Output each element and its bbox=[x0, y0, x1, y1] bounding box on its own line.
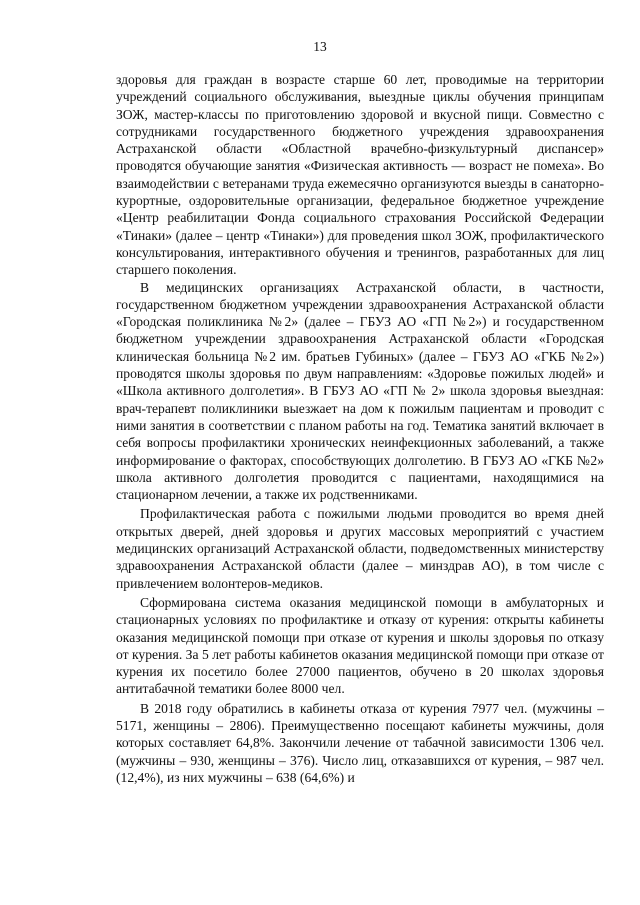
paragraph-zozh-activities: здоровья для граждан в возрасте старше 60 лет, проводимые на территории учреждений социального обслуживания, выездные циклы обучения принципам ЗОЖ, мастер-классы по приготовлению здоровой и вкусной пищи. Совместно с сотрудниками государственного бюджетного учреждения здравоохранения Астраханской области «Областной врачебно-физкультурный диспансер» проводятся обучающие занятия «Физическая активность — возраст не помеха». Во взаимодействии с ветеранами труда ежемесячно организуются выезды в санаторно-курортные, оздоровительные организации, федеральное бюджетное учреждение «Центр реабилитации Фонда социального страхования Российской Федерации «Тинаки» (далее – центр «Тинаки») для проведения школ ЗОЖ, профилактического консультирования, интерактивного обучения и тренингов, разработанных для лиц старшего поколения. bbox=[116, 72, 604, 278]
paragraph-health-schools: В медицинских организациях Астраханской области, в частности, государственном бюджетном учреждении здравоохранения Астраханской области «Городская поликлиника №2» (далее – ГБУЗ АО «ГП №2») и государственном бюджетном учреждении здравоохранения Астраханской области «Городская клиническая больница №2 им. братьев Губиных» (далее – ГБУЗ АО «ГКБ №2») проводятся школы здоровья по двум направлениям: «Здоровье пожилых людей» и «Школа активного долголетия». В ГБУЗ АО «ГП № 2» школа здоровья выездная: врач-терапевт поликлиники выезжает на дом к пожилым пациентам и проводит с ними занятия в соответствии с планом работы на год. Тематика занятий включает в себя вопросы профилактики хронических неинфекционных заболеваний, а также информирование о факторах, способствующих долголетию. В ГБУЗ АО «ГКБ №2» школа активного долголетия проводится с пациентами, находящимися на стационарном лечении, а также их родственниками. bbox=[116, 279, 604, 503]
paragraph-smoking-statistics-2018: В 2018 году обратились в кабинеты отказа от курения 7977 чел. (мужчины – 5171, женщины – 2806). Преимущественно посещают кабинеты мужчины, доля которых составляет 64,8%. Закончили лечение от табачной зависимости 1306 чел. (мужчины – 930, женщины – 376). Число лиц, отказавшихся от курения, – 987 чел. (12,4%), из них мужчины – 638 (64,6%) и bbox=[116, 700, 604, 785]
paragraph-preventive-work: Профилактическая работа с пожилыми людьми проводится во время дней открытых дверей, дней здоровья и других массовых мероприятий с участием медицинских организаций Астраханской области, подведомственных министерству здравоохранения Астраханской области (далее – минздрав АО), в том числе с привлечением волонтеров-медиков. bbox=[116, 506, 604, 591]
document-body bbox=[116, 71, 604, 786]
paragraph-smoking-cessation-system: Сформирована система оказания медицинской помощи в амбулаторных и стационарных условиях по профилактике и отказу от курения: открыты кабинеты оказания медицинской помощи при отказе от курения и школы здоровья по отказу от курения. За 5 лет работы кабинетов оказания медицинской помощи при отказе от курения их посетило более 27000 пациентов, обучено в 20 школах здоровья антитабачной тематики более 8000 чел. bbox=[116, 594, 604, 697]
page-number: 13 bbox=[313, 39, 327, 54]
